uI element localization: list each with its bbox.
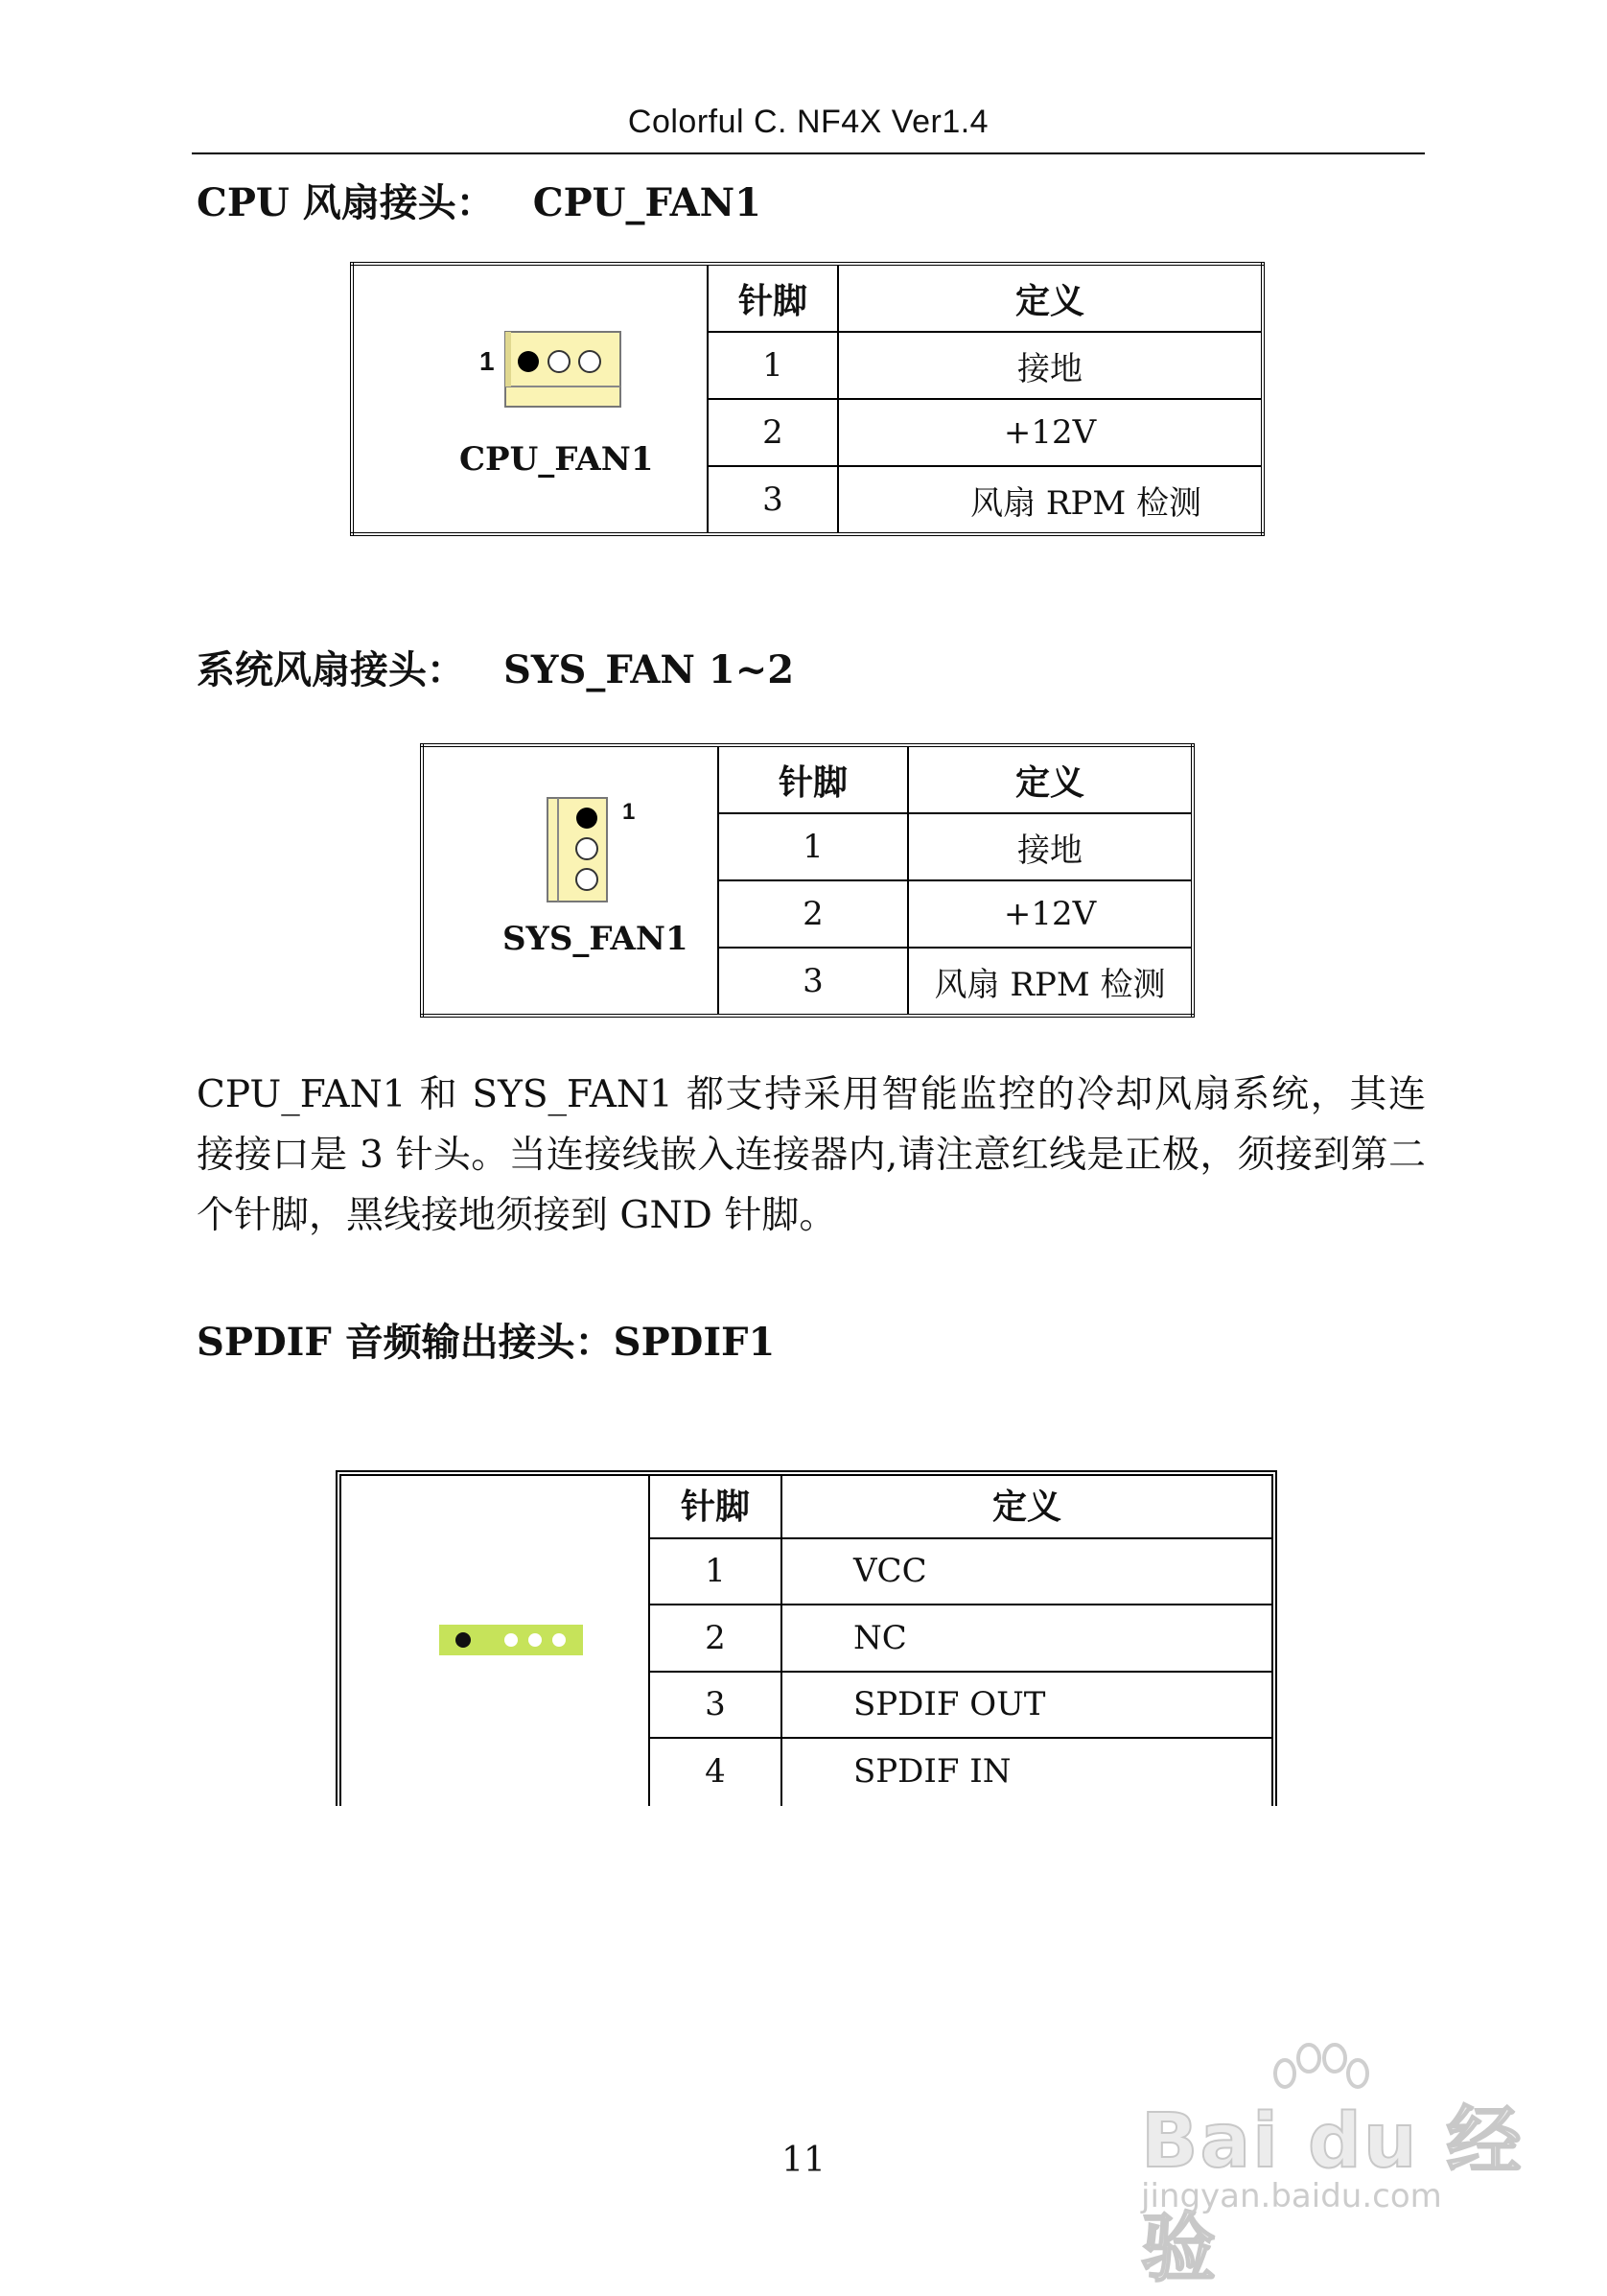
spdif-def: SPDIF OUT (853, 1685, 1046, 1723)
watermark-url: jingyan.baidu.com (1141, 2177, 1442, 2215)
cpu-fan-connector-icon (504, 331, 623, 410)
sys-fan-diagram-cell (422, 745, 718, 1016)
sys-fan-def: +12V (908, 880, 1193, 948)
watermark-brand: Bai du 经验 (1141, 2098, 1524, 2292)
cpu-fan-col-pin: 针脚 (708, 264, 838, 332)
sys-fan-def: 风扇 RPM 检测 (908, 948, 1193, 1016)
spdif-table-right-border-inner (1271, 1474, 1273, 1806)
cpu-fan-def: +12V (838, 399, 1263, 466)
spdif-col-def: 定义 (991, 1487, 1061, 1527)
sys-fan-def: 接地 (908, 813, 1193, 880)
sys-fan-col-def: 定义 (908, 745, 1193, 813)
cpu-fan-pin-table (350, 262, 1265, 536)
cpu-fan-pin1-marker: 1 (479, 346, 495, 376)
spdif-table-left-border (336, 1470, 338, 1806)
page-number: 11 (781, 2141, 826, 2180)
sys-fan-pin: 3 (718, 948, 908, 1016)
spdif-pin: 3 (705, 1685, 726, 1723)
spdif-table-top-border (336, 1470, 1277, 1472)
page-header: Colorful C. NF4X Ver1.4 (627, 104, 990, 140)
cpu-fan-diagram-cell (352, 264, 708, 534)
cpu-fan-heading-name: CPU_FAN1 (532, 180, 762, 225)
fan-description-paragraph: CPU_FAN1 和 SYS_FAN1 都支持采用智能监控的冷却风扇系统，其连接接口是 3 针头。当连接线嵌入连接器内,请注意红线是正极，须接到第二个针脚，黑线接地须接到 GND 针脚。 (197, 1073, 1426, 1237)
cpu-fan-pin: 1 (708, 332, 838, 399)
spdif-pin: 2 (705, 1619, 726, 1657)
sys-fan-col-pin: 针脚 (718, 745, 908, 813)
cpu-fan-def: 风扇 RPM 检测 (838, 466, 1263, 534)
cpu-fan-pin: 2 (708, 399, 838, 466)
sys-fan-connector-label: SYS_FAN1 (502, 920, 688, 958)
spdif-pin: 4 (705, 1752, 726, 1791)
spdif-def: NC (853, 1619, 907, 1657)
sys-fan-pin-table (420, 743, 1195, 1018)
cpu-fan-heading-cn: CPU 风扇接头： (197, 180, 495, 225)
cpu-fan-def: 接地 (838, 332, 1263, 399)
cpu-fan-col-def: 定义 (838, 264, 1263, 332)
sys-fan-heading-cn: 系统风扇接头： (197, 647, 465, 692)
cpu-fan-connector-label: CPU_FAN1 (459, 440, 654, 479)
sys-fan-heading-name: SYS_FAN 1~2 (503, 647, 795, 692)
sys-fan-connector-icon (547, 797, 610, 904)
sys-fan-pin: 2 (718, 880, 908, 948)
spdif-connector-icon (439, 1625, 585, 1657)
spdif-table-right-border (1275, 1470, 1277, 1806)
header-rule (192, 152, 1425, 154)
sys-fan-pin: 1 (718, 813, 908, 880)
cpu-fan-pin: 3 (708, 466, 838, 534)
spdif-def: SPDIF IN (853, 1752, 1012, 1791)
spdif-col-pin: 针脚 (680, 1487, 750, 1527)
baidu-watermark (1131, 2043, 1534, 2292)
spdif-heading: SPDIF 音频输出接头：SPDIF1 (197, 1320, 776, 1365)
cpu-fan-heading (197, 173, 761, 227)
sys-fan-heading (197, 640, 794, 694)
sys-fan-pin1-marker: 1 (622, 799, 636, 825)
spdif-pin: 1 (705, 1552, 726, 1590)
spdif-def: VCC (853, 1552, 927, 1590)
spdif-table-left-border-inner (339, 1474, 341, 1806)
